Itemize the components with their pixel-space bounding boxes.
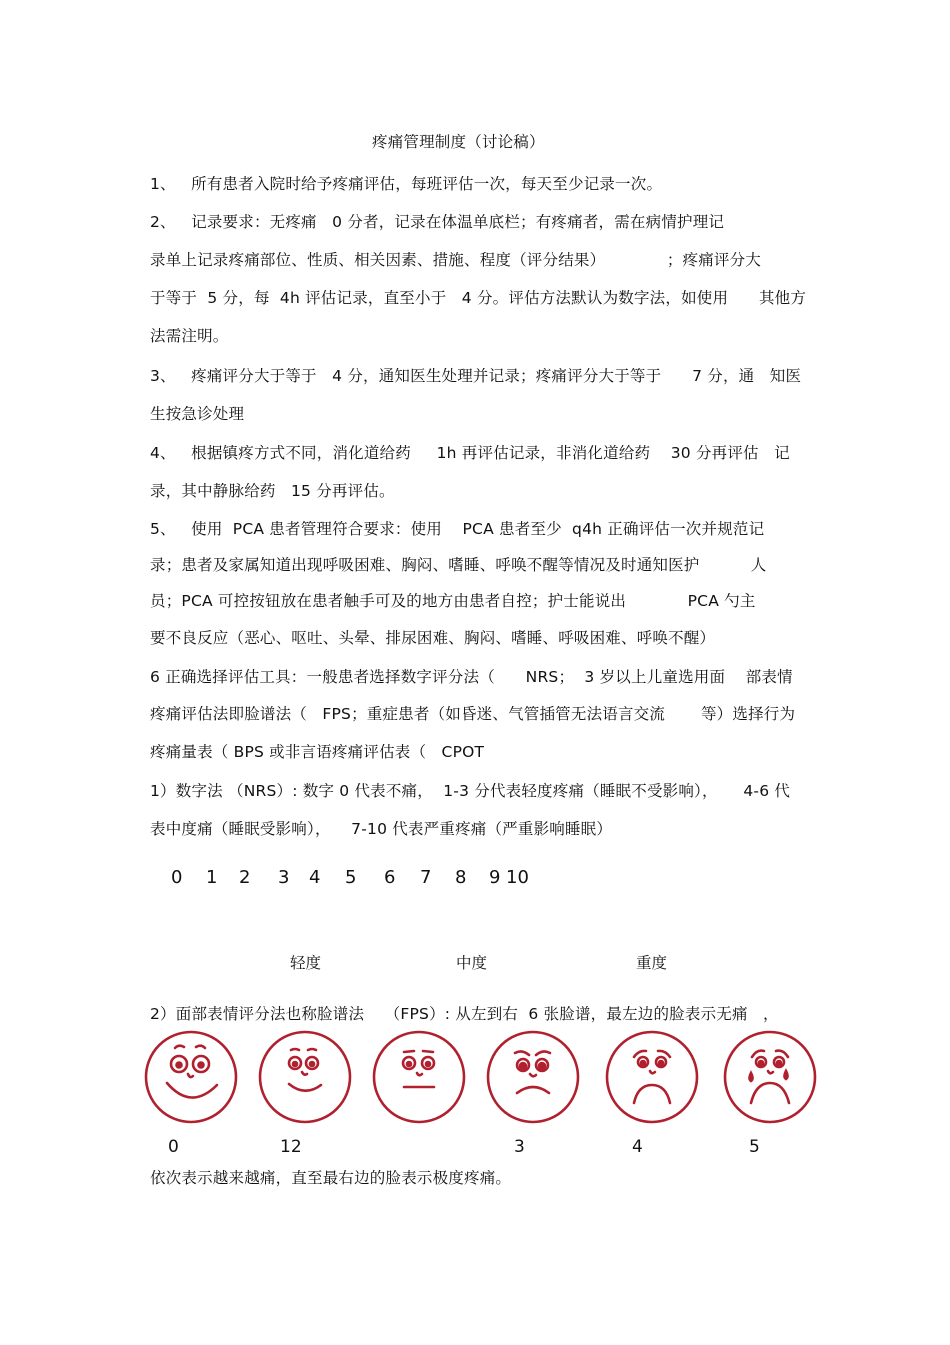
scale-number: 10 <box>506 867 529 888</box>
paragraph-line: 员；PCA 可控按钮放在患者触手可及的地方由患者自控；护士能说出 PCA 勺主 <box>150 592 756 610</box>
big-smile-face-icon <box>143 1027 239 1127</box>
paragraph-line: 5、 使用 PCA 患者管理符合要求：使用 PCA 患者至少 q4h 正确评估一次并规范记 <box>150 520 765 538</box>
severity-severe: 重度 <box>636 954 668 972</box>
paragraph-line: 法需注明。 <box>150 327 229 345</box>
scale-number: 1 <box>206 867 218 888</box>
paragraph-line: 1）数字法 （NRS）: 数字 0 代表不痛， 1-3 分代表轻度疼痛（睡眠不受影响）， 4-6 代 <box>150 782 791 800</box>
paragraph-line: 6 正确选择评估工具：一般患者选择数字评分法（ NRS； 3 岁以上儿童选用面 部表情 <box>150 668 793 686</box>
paragraph-line: 疼痛评估法即脸谱法（ FPS；重症患者（如昏迷、气管插管无法语言交流 等）选择行为 <box>150 705 796 723</box>
neutral-face-icon <box>371 1027 467 1127</box>
scale-number: 5 <box>345 867 357 888</box>
paragraph-line: 录单上记录疼痛部位、性质、相关因素、措施、程度（评分结果） ；疼痛评分大 <box>150 251 762 269</box>
severity-moderate: 中度 <box>456 954 488 972</box>
paragraph-line: 表中度痛（睡眠受影响）， 7-10 代表严重疼痛（严重影响睡眠） <box>150 820 613 838</box>
sad-face-icon <box>604 1027 700 1127</box>
scale-number: 3 <box>278 867 290 888</box>
paragraph-line: 于等于 5 分，每 4h 评估记录，直至小于 4 分。评估方法默认为数字法，如使用 其他方 <box>150 289 807 307</box>
scale-number: 7 <box>420 867 432 888</box>
paragraph-line: 生按急诊处理 <box>150 405 245 423</box>
paragraph-line: 要不良反应（恶心、呕吐、头晕、排尿困难、胸闷、嗜睡、呼吸困难、呼唤不醒） <box>150 629 716 647</box>
face-label: 4 <box>632 1137 643 1157</box>
severity-mild: 轻度 <box>290 954 322 972</box>
page-title: 疼痛管理制度（讨论稿） <box>372 133 545 151</box>
scale-number: 0 <box>171 867 183 888</box>
smile-face-icon <box>257 1027 353 1127</box>
scale-number: 2 <box>239 867 251 888</box>
paragraph-line: 3、 疼痛评分大于等于 4 分，通知医生处理并记录；疼痛评分大于等于 7 分，通 知医 <box>150 367 802 385</box>
scale-number: 9 <box>489 867 501 888</box>
face-label: 3 <box>514 1137 525 1157</box>
fps-intro: 2）面部表情评分法也称脸谱法 （FPS）: 从左到右 6 张脸谱，最左边的脸表示无痛 ， <box>150 1005 779 1023</box>
paragraph-line: 疼痛量表（ BPS 或非言语疼痛评估表（ CPOT <box>150 743 485 761</box>
fps-outro: 依次表示越来越痛，直至最右边的脸表示极度疼痛。 <box>150 1169 512 1187</box>
paragraph-line: 录；患者及家属知道出现呼吸困难、胸闷、嗜睡、呼唤不醒等情况及时通知医护 人 <box>150 556 767 574</box>
scale-number: 6 <box>384 867 396 888</box>
face-label: 5 <box>749 1137 760 1157</box>
paragraph-line: 2、 记录要求：无疼痛 0 分者，记录在体温单底栏；有疼痛者，需在病情护理记 <box>150 213 725 231</box>
frown-face-icon <box>485 1027 581 1127</box>
face-label: 12 <box>280 1137 302 1157</box>
scale-number: 4 <box>309 867 321 888</box>
paragraph-line: 4、 根据镇疼方式不同，消化道给药 1h 再评估记录，非消化道给药 30 分再评估 记 <box>150 444 790 462</box>
crying-face-icon <box>722 1027 818 1127</box>
paragraph-line: 录，其中静脉给药 15 分再评估。 <box>150 482 395 500</box>
face-label: 0 <box>168 1137 179 1157</box>
paragraph-line: 1、 所有患者入院时给予疼痛评估，每班评估一次，每天至少记录一次。 <box>150 175 663 193</box>
scale-number: 8 <box>455 867 467 888</box>
